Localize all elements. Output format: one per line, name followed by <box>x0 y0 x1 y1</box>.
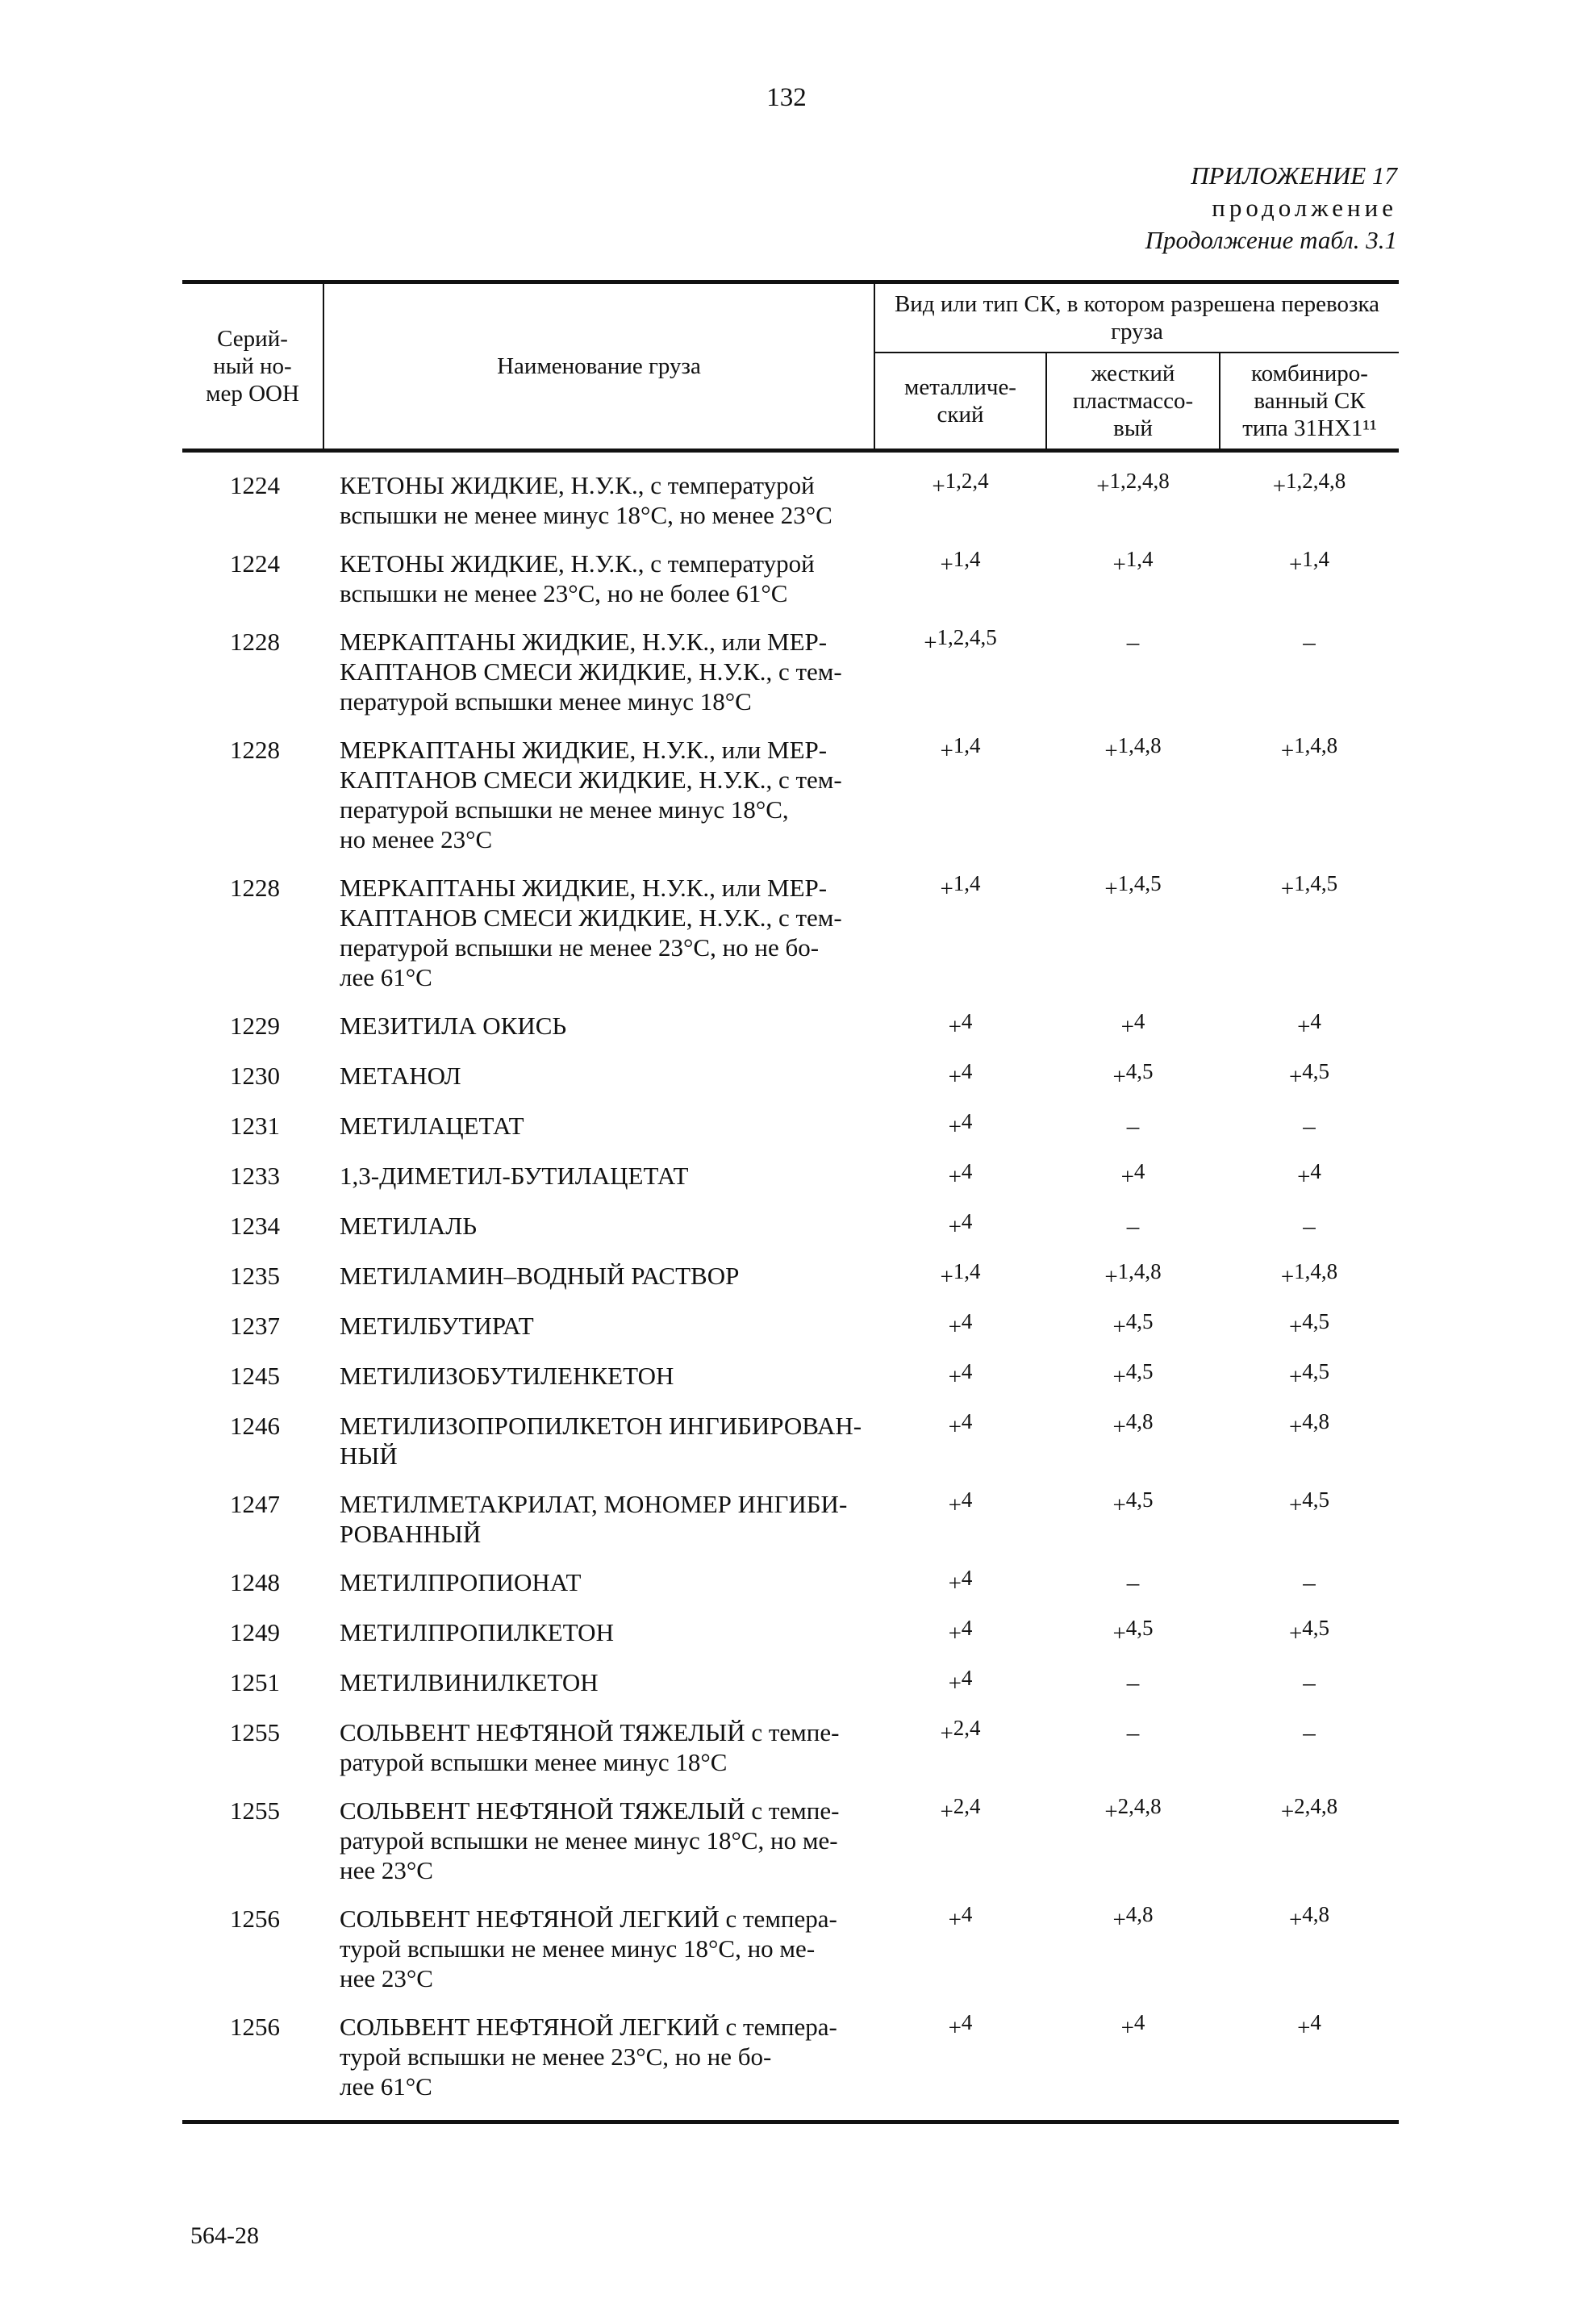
row-metal-mark <box>874 1567 1046 1617</box>
availability-mark: +2,4 <box>940 1716 981 1746</box>
table-row <box>182 1361 1399 1411</box>
row-combined-mark <box>1220 1161 1399 1211</box>
table-row <box>182 873 1399 1011</box>
row-serial-number: 1234 <box>230 1212 280 1240</box>
availability-mark: +4 <box>1297 2010 1321 2041</box>
row-combined-mark <box>1220 735 1399 873</box>
availability-mark: +4,5 <box>1112 1359 1154 1390</box>
availability-mark: – <box>1303 1112 1316 1140</box>
availability-mark: +4 <box>948 1209 973 1240</box>
availability-mark: +4 <box>948 1309 973 1340</box>
table-header <box>182 282 1399 451</box>
row-cargo-name: 1,3-ДИМЕТИЛ-БУТИЛАЦЕТАТ <box>340 1162 689 1190</box>
table-row <box>182 627 1399 735</box>
row-metal-mark <box>874 1796 1046 1904</box>
row-plastic-mark <box>1046 735 1220 873</box>
availability-mark: +4 <box>948 1059 973 1090</box>
table-row <box>182 1211 1399 1261</box>
table-row <box>182 1111 1399 1161</box>
availability-mark: – <box>1303 1212 1316 1240</box>
row-cargo-name: МЕРКАПТАНЫ ЖИДКИЕ, Н.У.К., или МЕР- КАПТАНОВ СМЕСИ ЖИДКИЕ, Н.У.К., с тем- пературой вспышки менее минус 18°С <box>340 628 842 716</box>
row-combined-mark <box>1220 1617 1399 1667</box>
row-serial-number: 1229 <box>230 1012 280 1040</box>
row-metal-mark <box>874 1717 1046 1796</box>
table-row <box>182 549 1399 627</box>
row-plastic-mark <box>1046 1796 1220 1904</box>
table-row <box>182 1011 1399 1061</box>
row-cargo-name: МЕТИЛАЦЕТАТ <box>340 1112 524 1140</box>
availability-mark: +1,4,5 <box>1104 871 1162 902</box>
availability-mark: +1,4 <box>1288 547 1330 578</box>
row-combined-mark <box>1220 1211 1399 1261</box>
table-reference: Продолжение табл. 3.1 <box>1145 226 1397 254</box>
row-serial-number: 1237 <box>230 1312 280 1340</box>
row-serial-number: 1246 <box>230 1412 280 1440</box>
row-plastic-mark <box>1046 1904 1220 2012</box>
availability-mark: +1,2,4,5 <box>924 625 997 656</box>
availability-mark: +1,4 <box>1112 547 1154 578</box>
availability-mark: +4,8 <box>1112 1409 1154 1440</box>
availability-mark: +4,8 <box>1288 1902 1330 1933</box>
table-row <box>182 2012 1399 2122</box>
availability-mark: +4,5 <box>1112 1487 1154 1518</box>
header-metal: металличе- ский <box>874 353 1046 451</box>
table-row <box>182 735 1399 873</box>
availability-mark: +4 <box>1297 1009 1321 1040</box>
table-row <box>182 1904 1399 2012</box>
table-row <box>182 1411 1399 1489</box>
availability-mark: +2,4,8 <box>1280 1794 1338 1825</box>
availability-mark: +1,4 <box>940 733 981 764</box>
row-serial-number: 1235 <box>230 1262 280 1290</box>
availability-mark: +4 <box>1120 2010 1145 2041</box>
row-combined-mark <box>1220 1717 1399 1796</box>
table-row <box>182 1617 1399 1667</box>
availability-mark: +2,4 <box>940 1794 981 1825</box>
row-cargo-name: СОЛЬВЕНТ НЕФТЯНОЙ ТЯЖЕЛЫЙ с темпе- ратурой вспышки не менее минус 18°С, но ме- нее 23°С <box>340 1796 840 1884</box>
row-cargo-name: СОЛЬВЕНТ НЕФТЯНОЙ ЛЕГКИЙ с темпера- турой вспышки не менее 23°С, но не бо- лее 61°С <box>340 2013 837 2101</box>
row-combined-mark <box>1220 1361 1399 1411</box>
row-serial-number: 1228 <box>230 874 280 902</box>
row-cargo-name: СОЛЬВЕНТ НЕФТЯНОЙ ТЯЖЕЛЫЙ с темпе- ратурой вспышки менее минус 18°С <box>340 1718 840 1776</box>
row-combined-mark <box>1220 1411 1399 1489</box>
row-serial-number: 1230 <box>230 1062 280 1090</box>
row-cargo-name: МЕТИЛАЛЬ <box>340 1212 478 1240</box>
row-cargo-name: МЕТИЛБУТИРАТ <box>340 1312 534 1340</box>
row-serial-number: 1247 <box>230 1490 280 1518</box>
row-cargo-name: МЕТИЛИЗОБУТИЛЕНКЕТОН <box>340 1362 674 1390</box>
availability-mark: +4 <box>948 1666 973 1696</box>
table-row <box>182 1161 1399 1211</box>
row-cargo-name: СОЛЬВЕНТ НЕФТЯНОЙ ЛЕГКИЙ с темпера- турой вспышки не менее минус 18°С, но ме- нее 23°С <box>340 1905 837 1992</box>
appendix-continuation: продолжение <box>1212 194 1397 222</box>
row-plastic-mark <box>1046 1261 1220 1311</box>
row-cargo-name: МЕТИЛИЗОПРОПИЛКЕТОН ИНГИБИРОВАН- НЫЙ <box>340 1412 862 1470</box>
availability-mark: – <box>1126 1112 1140 1140</box>
row-metal-mark <box>874 549 1046 627</box>
availability-mark: +4,8 <box>1288 1409 1330 1440</box>
availability-mark: +4 <box>948 1902 973 1933</box>
availability-mark: +4,5 <box>1288 1487 1330 1518</box>
row-metal-mark <box>874 1111 1046 1161</box>
row-plastic-mark <box>1046 1667 1220 1717</box>
appendix-header <box>1145 160 1397 257</box>
row-combined-mark <box>1220 1061 1399 1111</box>
row-combined-mark <box>1220 1667 1399 1717</box>
availability-mark: +2,4,8 <box>1104 1794 1162 1825</box>
row-combined-mark <box>1220 873 1399 1011</box>
row-metal-mark <box>874 2012 1046 2122</box>
availability-mark: – <box>1126 1718 1140 1746</box>
row-cargo-name: МЕТИЛПРОПИОНАТ <box>340 1568 582 1596</box>
row-serial-number: 1251 <box>230 1668 280 1696</box>
availability-mark: +1,2,4,8 <box>1272 469 1346 499</box>
row-serial-number: 1231 <box>230 1112 280 1140</box>
row-plastic-mark <box>1046 1567 1220 1617</box>
header-cargo-name: Наименование груза <box>323 282 874 451</box>
row-serial-number: 1249 <box>230 1618 280 1646</box>
row-plastic-mark <box>1046 1361 1220 1411</box>
availability-mark: – <box>1303 1568 1316 1596</box>
availability-mark: +1,4,8 <box>1104 1259 1162 1290</box>
row-metal-mark <box>874 1311 1046 1361</box>
row-serial-number: 1224 <box>230 471 280 499</box>
availability-mark: +4,8 <box>1112 1902 1154 1933</box>
table-row <box>182 451 1399 549</box>
availability-mark: +4 <box>948 1009 973 1040</box>
availability-mark: – <box>1126 1568 1140 1596</box>
row-metal-mark <box>874 1667 1046 1717</box>
row-metal-mark <box>874 1411 1046 1489</box>
appendix-title: ПРИЛОЖЕНИЕ 17 <box>1191 161 1397 190</box>
row-plastic-mark <box>1046 1311 1220 1361</box>
availability-mark: +1,4 <box>940 547 981 578</box>
availability-mark: +4,5 <box>1288 1309 1330 1340</box>
row-metal-mark <box>874 1361 1046 1411</box>
availability-mark: +4,5 <box>1288 1616 1330 1646</box>
row-plastic-mark <box>1046 1617 1220 1667</box>
availability-mark: +4,5 <box>1112 1059 1154 1090</box>
row-plastic-mark <box>1046 1489 1220 1567</box>
row-serial-number: 1228 <box>230 736 280 764</box>
table-row <box>182 1061 1399 1111</box>
row-plastic-mark <box>1046 1411 1220 1489</box>
header-combined: комбиниро- ванный СК типа 31НХ1¹¹ <box>1242 361 1377 441</box>
row-combined-mark <box>1220 2012 1399 2122</box>
row-combined-mark <box>1220 1567 1399 1617</box>
row-plastic-mark <box>1046 1161 1220 1211</box>
row-metal-mark <box>874 1211 1046 1261</box>
availability-mark: +1,4,5 <box>1280 871 1338 902</box>
row-serial-number: 1224 <box>230 549 280 578</box>
row-cargo-name: КЕТОНЫ ЖИДКИЕ, Н.У.К., с температурой вспышки не менее минус 18°С, но менее 23°С <box>340 471 832 529</box>
availability-mark: +4 <box>948 2010 973 2041</box>
row-combined-mark <box>1220 451 1399 549</box>
row-combined-mark <box>1220 1011 1399 1061</box>
row-combined-mark <box>1220 1311 1399 1361</box>
row-metal-mark <box>874 1489 1046 1567</box>
availability-mark: +1,4,8 <box>1280 733 1338 764</box>
availability-mark: +1,4 <box>940 1259 981 1290</box>
row-serial-number: 1256 <box>230 1905 280 1933</box>
availability-mark: +4,5 <box>1288 1359 1330 1390</box>
availability-mark: +1,4,8 <box>1280 1259 1338 1290</box>
row-cargo-name: МЕТИЛМЕТАКРИЛАТ, МОНОМЕР ИНГИБИ- РОВАННЫЙ <box>340 1490 848 1548</box>
row-metal-mark <box>874 451 1046 549</box>
header-serial-number: Серий- ный но- мер ООН <box>182 282 323 451</box>
row-combined-mark <box>1220 627 1399 735</box>
table-row <box>182 1567 1399 1617</box>
availability-mark: +4 <box>948 1566 973 1596</box>
availability-mark: +4 <box>1120 1009 1145 1040</box>
row-cargo-name: МЕЗИТИЛА ОКИСЬ <box>340 1012 567 1040</box>
row-metal-mark <box>874 873 1046 1011</box>
availability-mark: +1,2,4,8 <box>1096 469 1170 499</box>
header-container-type: Вид или тип СК, в котором разрешена перевозка груза <box>874 282 1399 353</box>
row-metal-mark <box>874 1161 1046 1211</box>
table-row <box>182 1311 1399 1361</box>
row-metal-mark <box>874 1061 1046 1111</box>
table-row <box>182 1667 1399 1717</box>
table-row <box>182 1261 1399 1311</box>
row-combined-mark <box>1220 1111 1399 1161</box>
row-plastic-mark <box>1046 549 1220 627</box>
availability-mark: +4 <box>948 1616 973 1646</box>
row-metal-mark <box>874 627 1046 735</box>
row-cargo-name: МЕТИЛАМИН–ВОДНЫЙ РАСТВОР <box>340 1262 740 1290</box>
availability-mark: +4,5 <box>1112 1309 1154 1340</box>
row-plastic-mark <box>1046 1111 1220 1161</box>
footer-code: 564-28 <box>190 2222 259 2249</box>
row-metal-mark <box>874 1011 1046 1061</box>
row-serial-number: 1233 <box>230 1162 280 1190</box>
row-serial-number: 1255 <box>230 1718 280 1746</box>
availability-mark: – <box>1303 628 1316 656</box>
table-row <box>182 1489 1399 1567</box>
availability-mark: +1,2,4 <box>932 469 989 499</box>
row-serial-number: 1228 <box>230 628 280 656</box>
row-metal-mark <box>874 1617 1046 1667</box>
row-plastic-mark <box>1046 451 1220 549</box>
table-row <box>182 1717 1399 1796</box>
row-cargo-name: МЕТАНОЛ <box>340 1062 461 1090</box>
row-cargo-name: МЕТИЛВИНИЛКЕТОН <box>340 1668 599 1696</box>
row-metal-mark <box>874 1904 1046 2012</box>
row-combined-mark <box>1220 1489 1399 1567</box>
availability-mark: – <box>1126 1668 1140 1696</box>
availability-mark: – <box>1303 1668 1316 1696</box>
row-cargo-name: МЕРКАПТАНЫ ЖИДКИЕ, Н.У.К., или МЕР- КАПТАНОВ СМЕСИ ЖИДКИЕ, Н.У.К., с тем- пературой вспышки не менее 23°С, но не бо- лее 61°С <box>340 874 842 991</box>
availability-mark: +4 <box>948 1109 973 1140</box>
availability-mark: +1,4 <box>940 871 981 902</box>
cargo-table <box>182 280 1399 2124</box>
row-metal-mark <box>874 1261 1046 1311</box>
header-rigid-plastic: жесткий пластмассо- вый <box>1046 353 1220 451</box>
availability-mark: +4 <box>948 1409 973 1440</box>
row-combined-mark <box>1220 1261 1399 1311</box>
availability-mark: +1,4,8 <box>1104 733 1162 764</box>
row-serial-number: 1256 <box>230 2013 280 2041</box>
row-cargo-name: КЕТОНЫ ЖИДКИЕ, Н.У.К., с температурой вспышки не менее 23°С, но не более 61°С <box>340 549 815 607</box>
row-metal-mark <box>874 735 1046 873</box>
row-plastic-mark <box>1046 627 1220 735</box>
table-body <box>182 451 1399 2122</box>
availability-mark: – <box>1126 628 1140 656</box>
row-combined-mark <box>1220 1796 1399 1904</box>
availability-mark: +4 <box>948 1159 973 1190</box>
row-combined-mark <box>1220 1904 1399 2012</box>
row-serial-number: 1255 <box>230 1796 280 1825</box>
table-row <box>182 1796 1399 1904</box>
availability-mark: +4 <box>948 1359 973 1390</box>
row-plastic-mark <box>1046 1061 1220 1111</box>
row-serial-number: 1245 <box>230 1362 280 1390</box>
availability-mark: +4 <box>1297 1159 1321 1190</box>
row-combined-mark <box>1220 549 1399 627</box>
availability-mark: – <box>1126 1212 1140 1240</box>
row-plastic-mark <box>1046 1717 1220 1796</box>
row-cargo-name: МЕРКАПТАНЫ ЖИДКИЕ, Н.У.К., или МЕР- КАПТАНОВ СМЕСИ ЖИДКИЕ, Н.У.К., с тем- пературой вспышки не менее минус 18°С, но менее 23°С <box>340 736 842 853</box>
row-plastic-mark <box>1046 873 1220 1011</box>
row-plastic-mark <box>1046 2012 1220 2122</box>
availability-mark: +4,5 <box>1288 1059 1330 1090</box>
availability-mark: – <box>1303 1718 1316 1746</box>
availability-mark: +4,5 <box>1112 1616 1154 1646</box>
row-serial-number: 1248 <box>230 1568 280 1596</box>
page-number: 132 <box>766 83 807 112</box>
availability-mark: +4 <box>948 1487 973 1518</box>
row-plastic-mark <box>1046 1211 1220 1261</box>
availability-mark: +4 <box>1120 1159 1145 1190</box>
row-plastic-mark <box>1046 1011 1220 1061</box>
row-cargo-name: МЕТИЛПРОПИЛКЕТОН <box>340 1618 614 1646</box>
